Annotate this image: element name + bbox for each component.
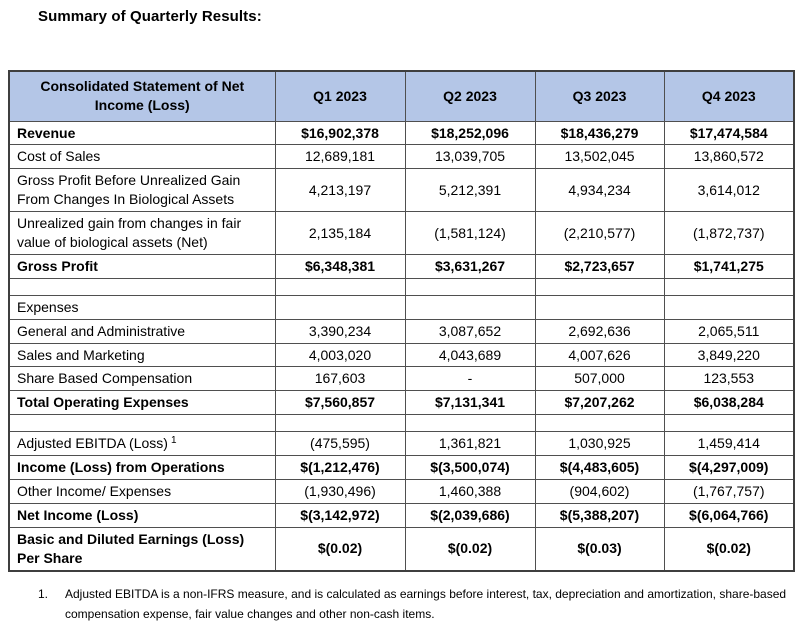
value-cell: 1,459,414 <box>664 432 794 456</box>
footnote-ref: 1 <box>170 434 177 446</box>
value-cell: 3,849,220 <box>664 343 794 367</box>
value-cell <box>664 278 794 295</box>
value-cell: $(5,388,207) <box>535 503 664 527</box>
table-row <box>9 169 794 212</box>
value-cell: $(6,064,766) <box>664 503 794 527</box>
page-title: Summary of Quarterly Results: <box>38 8 262 25</box>
value-cell: $(0.03) <box>535 527 664 570</box>
value-cell: 5,212,391 <box>405 169 535 212</box>
value-cell: $18,252,096 <box>405 121 535 145</box>
table-row <box>9 527 794 570</box>
row-label-cell <box>9 415 275 432</box>
value-cell <box>275 415 405 432</box>
value-cell: $(2,039,686) <box>405 503 535 527</box>
value-cell: (904,602) <box>535 479 664 503</box>
value-cell: $(3,500,074) <box>405 456 535 480</box>
table-row <box>9 479 794 503</box>
table-row <box>9 212 794 255</box>
value-cell: $7,131,341 <box>405 391 535 415</box>
value-cell: 507,000 <box>535 367 664 391</box>
row-label-cell: Other Income/ Expenses <box>9 479 275 503</box>
value-cell: 12,689,181 <box>275 145 405 169</box>
value-cell: $(4,483,605) <box>535 456 664 480</box>
value-cell <box>405 295 535 319</box>
quarter-header-cell: Q4 2023 <box>664 71 794 121</box>
footnote <box>38 584 793 625</box>
value-cell: 1,460,388 <box>405 479 535 503</box>
value-cell: (1,930,496) <box>275 479 405 503</box>
table-row <box>9 254 794 278</box>
value-cell <box>664 295 794 319</box>
value-cell: $6,348,381 <box>275 254 405 278</box>
value-cell <box>405 415 535 432</box>
value-cell: 4,043,689 <box>405 343 535 367</box>
value-cell <box>535 415 664 432</box>
value-cell: 13,039,705 <box>405 145 535 169</box>
value-cell: (2,210,577) <box>535 212 664 255</box>
value-cell: $6,038,284 <box>664 391 794 415</box>
row-label-cell: Basic and Diluted Earnings (Loss) Per Share <box>9 527 275 570</box>
row-label-cell: Share Based Compensation <box>9 367 275 391</box>
value-cell: 167,603 <box>275 367 405 391</box>
value-cell: 2,065,511 <box>664 319 794 343</box>
value-cell: $7,207,262 <box>535 391 664 415</box>
value-cell <box>535 278 664 295</box>
table-row <box>9 503 794 527</box>
row-label-cell: Unrealized gain from changes in fair value of biological assets (Net) <box>9 212 275 255</box>
table-row-empty <box>9 415 794 432</box>
quarter-header-cell: Q2 2023 <box>405 71 535 121</box>
value-cell: 4,934,234 <box>535 169 664 212</box>
value-cell: $3,631,267 <box>405 254 535 278</box>
table-row-empty <box>9 278 794 295</box>
value-cell <box>275 295 405 319</box>
value-cell: $2,723,657 <box>535 254 664 278</box>
value-cell: $(0.02) <box>664 527 794 570</box>
row-label-cell: Sales and Marketing <box>9 343 275 367</box>
value-cell: 123,553 <box>664 367 794 391</box>
value-cell: 3,614,012 <box>664 169 794 212</box>
table-row <box>9 319 794 343</box>
row-label-cell: General and Administrative <box>9 319 275 343</box>
value-cell: 4,213,197 <box>275 169 405 212</box>
value-cell: $(3,142,972) <box>275 503 405 527</box>
value-cell: 4,007,626 <box>535 343 664 367</box>
value-cell: $18,436,279 <box>535 121 664 145</box>
footnote-text: Adjusted EBITDA is a non-IFRS measure, and is calculated as earnings before interest, tax, depreciation and amortization, share-based compensation expense, fair value changes and other non-cash items. <box>65 587 787 622</box>
value-cell: $17,474,584 <box>664 121 794 145</box>
table-row <box>9 295 794 319</box>
table-row <box>9 145 794 169</box>
value-cell: $1,741,275 <box>664 254 794 278</box>
table-row <box>9 121 794 145</box>
row-label-cell: Gross Profit Before Unrealized Gain From Changes In Biological Assets <box>9 169 275 212</box>
value-cell: $16,902,378 <box>275 121 405 145</box>
value-cell: $(1,212,476) <box>275 456 405 480</box>
value-cell: $7,560,857 <box>275 391 405 415</box>
row-label-cell: Cost of Sales <box>9 145 275 169</box>
row-label-cell: Adjusted EBITDA (Loss) $^1$ <box>9 432 275 456</box>
row-label-cell: Net Income (Loss) <box>9 503 275 527</box>
statement-title-cell: Consolidated Statement of Net Income (Loss) <box>9 71 275 121</box>
results-table <box>8 70 795 572</box>
value-cell: (1,581,124) <box>405 212 535 255</box>
value-cell: 4,003,020 <box>275 343 405 367</box>
row-label-cell: Gross Profit <box>9 254 275 278</box>
row-label-cell: Income (Loss) from Operations <box>9 456 275 480</box>
value-cell: 3,390,234 <box>275 319 405 343</box>
value-cell: 1,361,821 <box>405 432 535 456</box>
value-cell <box>535 295 664 319</box>
value-cell: 3,087,652 <box>405 319 535 343</box>
value-cell: - <box>405 367 535 391</box>
table-body <box>9 121 794 571</box>
value-cell <box>664 415 794 432</box>
value-cell: 2,692,636 <box>535 319 664 343</box>
table-row <box>9 456 794 480</box>
value-cell: 2,135,184 <box>275 212 405 255</box>
value-cell: (475,595) <box>275 432 405 456</box>
value-cell: 13,860,572 <box>664 145 794 169</box>
row-label-cell: Total Operating Expenses <box>9 391 275 415</box>
table-row <box>9 432 794 456</box>
table-row <box>9 343 794 367</box>
value-cell <box>275 278 405 295</box>
row-label-cell <box>9 278 275 295</box>
row-label-cell: Revenue <box>9 121 275 145</box>
row-label-cell: Expenses <box>9 295 275 319</box>
value-cell: 1,030,925 <box>535 432 664 456</box>
table-header-row <box>9 71 794 121</box>
table-row <box>9 391 794 415</box>
value-cell <box>405 278 535 295</box>
footnote-number: 1. <box>38 587 49 601</box>
value-cell: $(0.02) <box>405 527 535 570</box>
value-cell: (1,872,737) <box>664 212 794 255</box>
value-cell: $(4,297,009) <box>664 456 794 480</box>
quarter-header-cell: Q3 2023 <box>535 71 664 121</box>
value-cell: $(0.02) <box>275 527 405 570</box>
value-cell: (1,767,757) <box>664 479 794 503</box>
value-cell: 13,502,045 <box>535 145 664 169</box>
quarter-header-cell: Q1 2023 <box>275 71 405 121</box>
table-row <box>9 367 794 391</box>
